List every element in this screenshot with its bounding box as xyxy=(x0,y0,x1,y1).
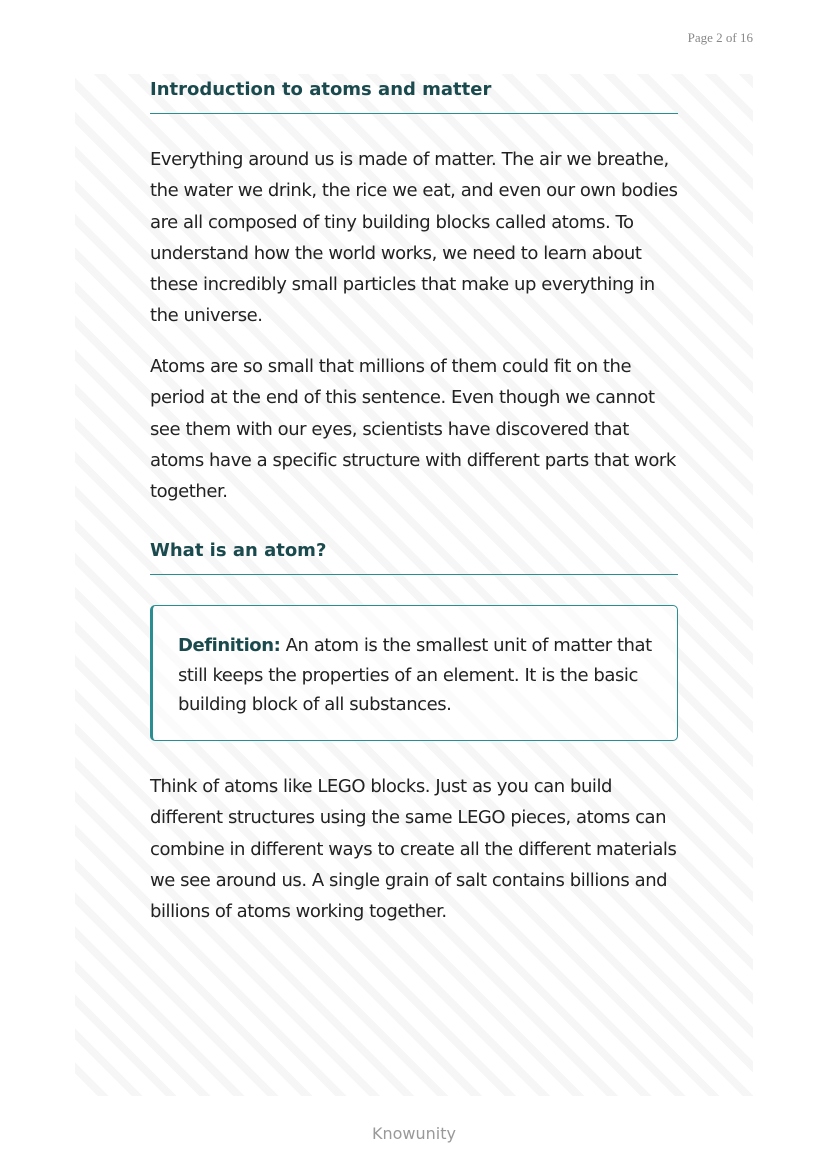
definition-text xyxy=(178,631,657,720)
page-number: Page 2 of 16 xyxy=(687,30,753,45)
definition-term: Definition: xyxy=(178,635,281,656)
section-heading-what-is-atom: What is an atom? xyxy=(150,539,678,575)
paragraph-lego: Think of atoms like LEGO blocks. Just as you can build different structures using the same LEGO pieces, atoms can combine in different ways to create all the different materials we see around us. A single grain of salt contains billions and billions of atoms working together. xyxy=(150,776,677,923)
paragraph-matter: Everything around us is made of matter. The air we breathe, the water we drink, the rice we eat, and even our own bodies are all composed of tiny building blocks called atoms. To understand how the world works, we need to learn about these incredibly small particles that make up everything in the universe. xyxy=(150,149,678,327)
footer-brand: Knowunity xyxy=(372,1124,456,1143)
definition-body: An atom is the smallest unit of matter that still keeps the properties of an element. It is the basic building block of all substances. xyxy=(178,635,652,715)
definition-box xyxy=(150,605,678,741)
paragraph-atom-size: Atoms are so small that millions of them could fit on the period at the end of this sentence. Even though we cannot see them with our eyes, scientists have discovered that atoms have a specific structure with different parts that work together. xyxy=(150,356,676,503)
section-heading-intro: Introduction to atoms and matter xyxy=(150,78,678,114)
